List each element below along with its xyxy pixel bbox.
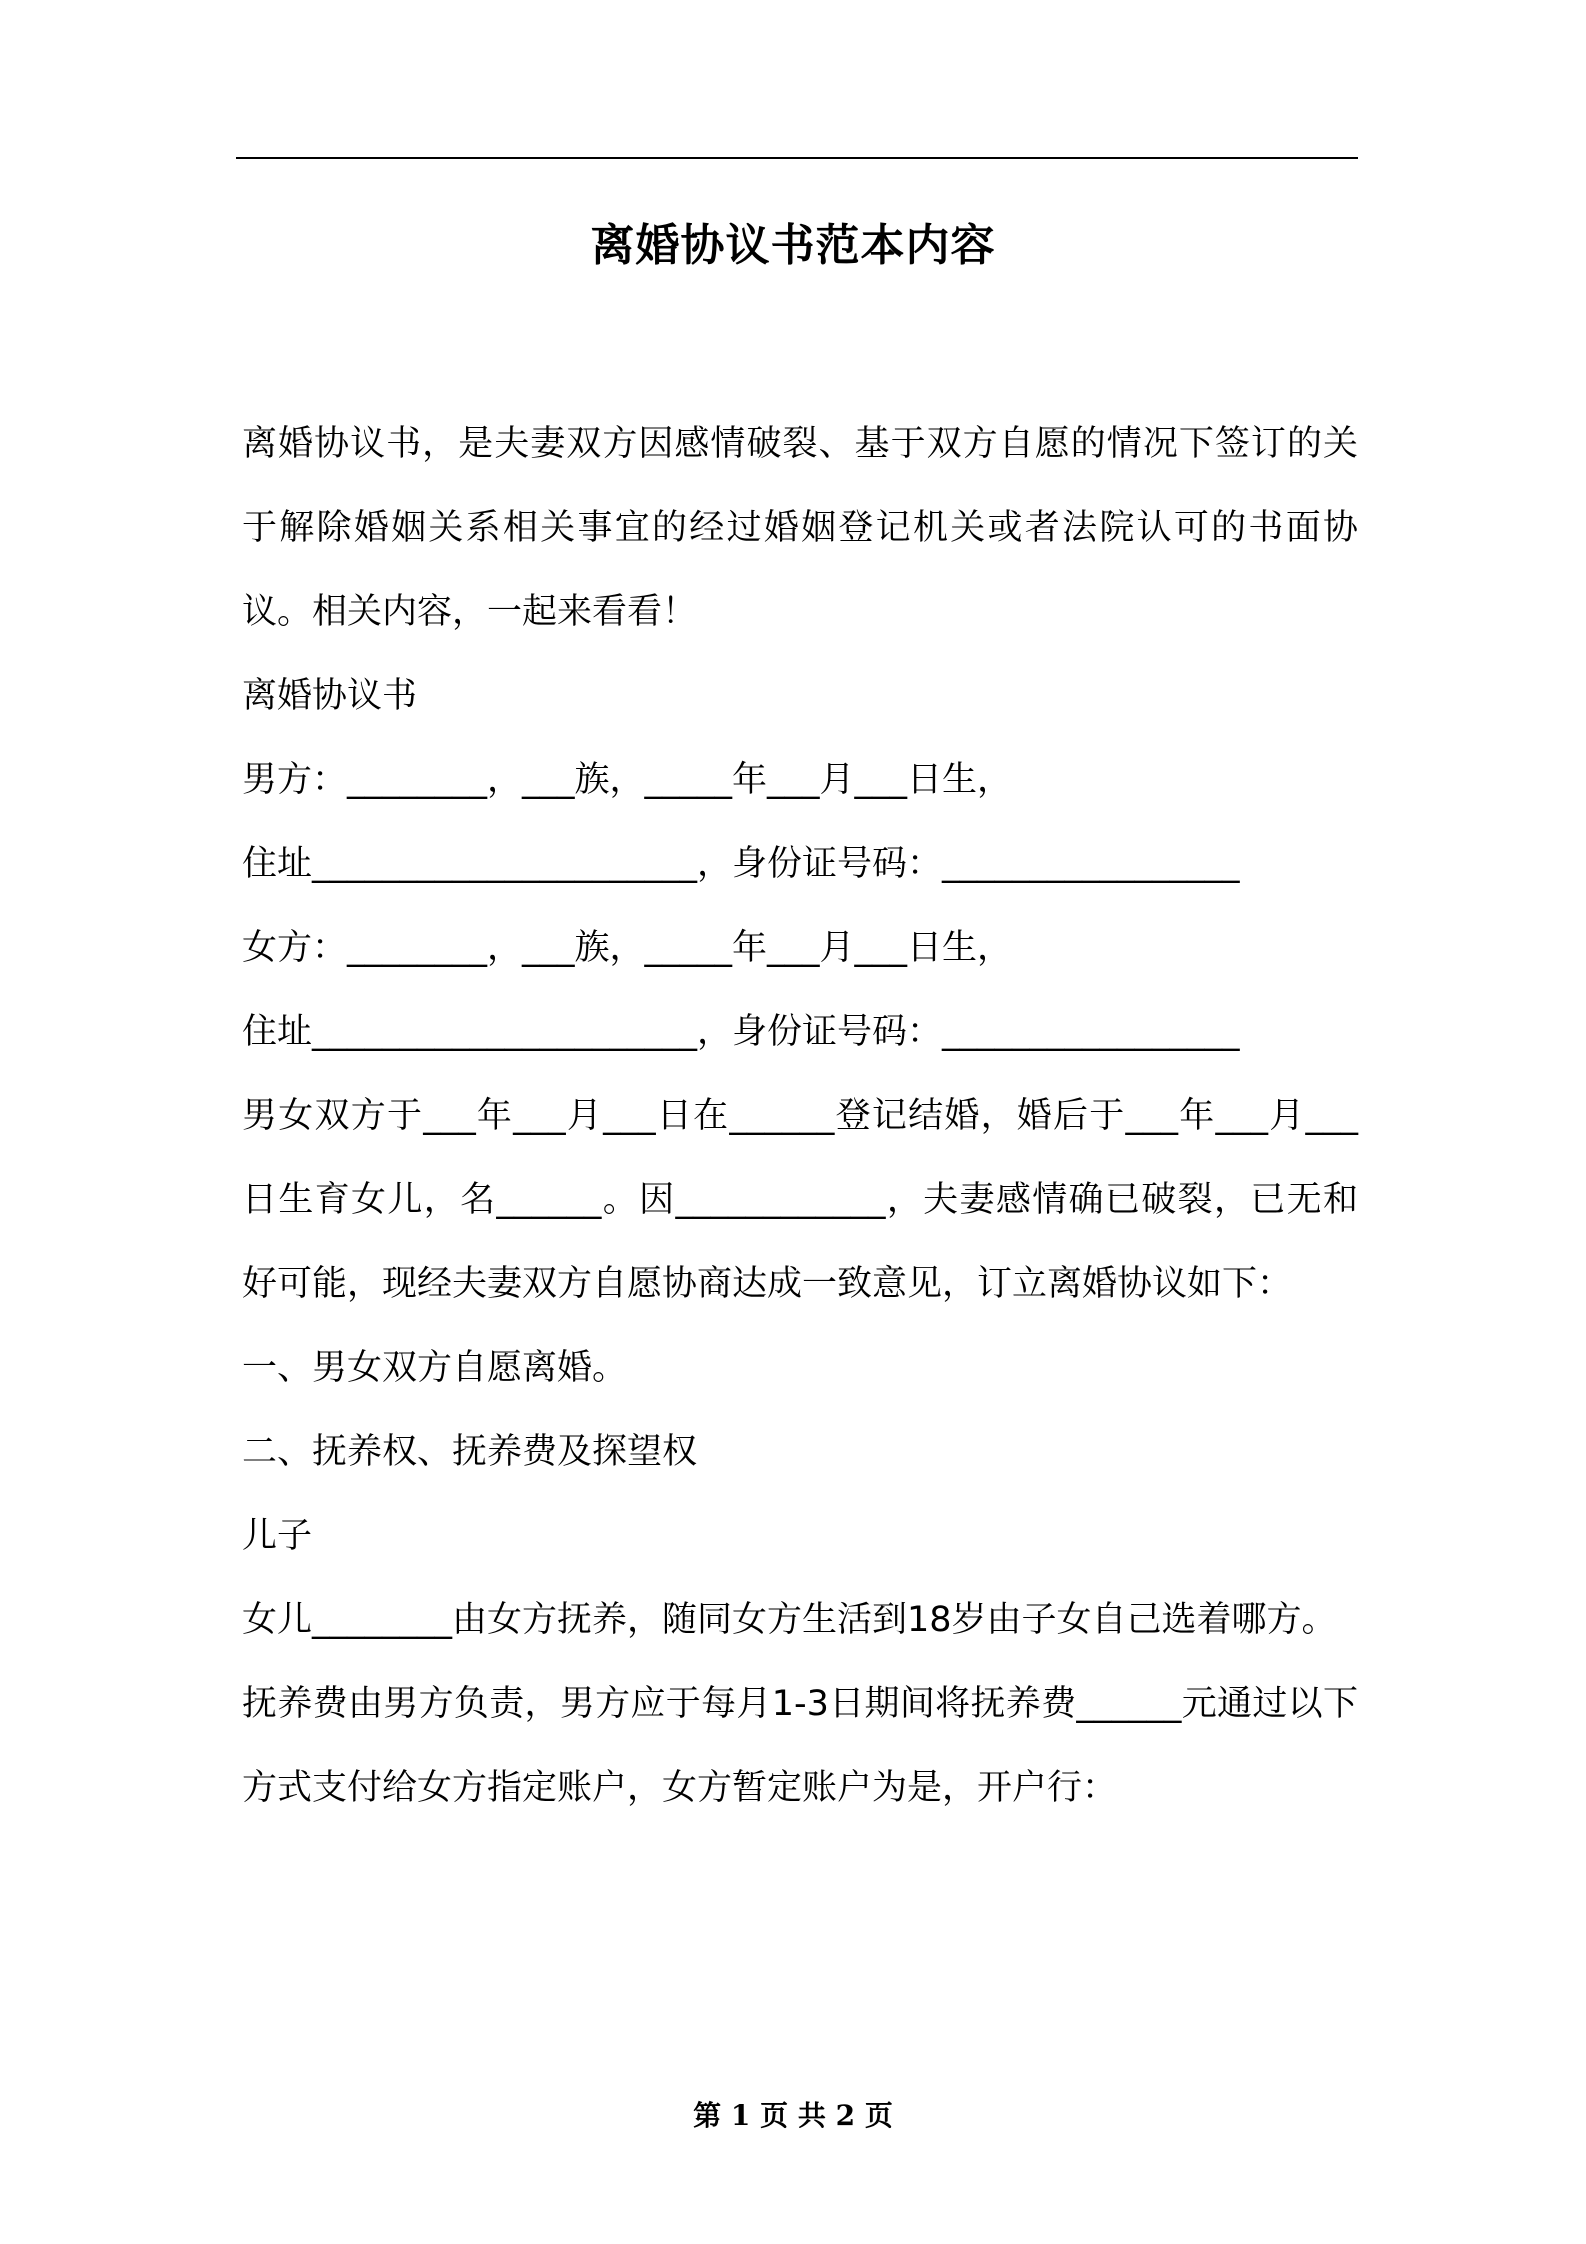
husband-info-line: 男方：________，___族，_____年___月___日生，	[242, 760, 1013, 800]
section-heading: 离婚协议书	[242, 676, 418, 716]
husband-address-line: 住址______________________，身份证号码：_________________	[242, 844, 1240, 884]
support-payment-paragraph: 抚养费由男方负责，男方应于每月1-3日期间将抚养费______元通过以下方式支付给女方指定账户，女方暂定账户为是，开户行：	[242, 1684, 1358, 1808]
daughter-custody-paragraph: 女儿________由女方抚养，随同女方生活到18岁由子女自己选着哪方。	[242, 1600, 1337, 1640]
document-body	[242, 402, 1358, 1830]
wife-info-line: 女方：________，___族，_____年___月___日生，	[242, 928, 1013, 968]
clause-one: 一、男女双方自愿离婚。	[242, 1348, 628, 1388]
intro-paragraph: 离婚协议书，是夫妻双方因感情破裂、基于双方自愿的情况下签订的关于解除婚姻关系相关事宜的经过婚姻登记机关或者法院认可的书面协议。相关内容，一起来看看！	[242, 424, 1358, 632]
header-rule	[236, 157, 1358, 159]
page-number: 第 1 页 共 2 页	[693, 2099, 893, 2132]
son-line: 儿子	[242, 1516, 313, 1556]
wife-address-line: 住址______________________，身份证号码：_________________	[242, 1012, 1240, 1052]
marriage-paragraph: 男女双方于___年___月___日在______登记结婚，婚后于___年___月___日生育女儿，名______。因____________，夫妻感情确已破裂，已无和好可能，现经夫妻双方自愿协商达成一致意见，订立离婚协议如下：	[242, 1096, 1358, 1304]
document-title: 离婚协议书范本内容	[590, 220, 996, 271]
clause-two-heading: 二、抚养权、抚养费及探望权	[242, 1432, 698, 1472]
